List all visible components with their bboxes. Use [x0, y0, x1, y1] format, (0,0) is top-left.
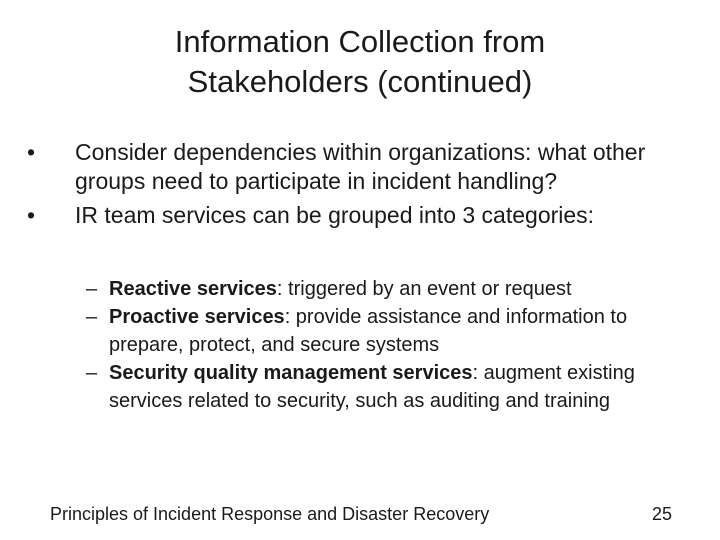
bullet-marker: •: [27, 139, 36, 165]
bullet-item-categories: [24, 201, 684, 230]
slide-title-line-1: Information Collection from: [174, 24, 546, 59]
sub-bullet-security-quality: [86, 359, 686, 415]
footer-page-number: 25: [651, 504, 672, 524]
slide-title: [60, 22, 660, 102]
sub-bullet-marker: –: [86, 306, 98, 328]
sub-bullet-term: Security quality management services: [109, 362, 473, 384]
sub-bullet-marker: –: [86, 278, 98, 300]
sub-bullet-term: Reactive services: [109, 278, 277, 300]
sub-bullet-list: [86, 275, 686, 415]
sub-bullet-term: Proactive services: [109, 306, 285, 328]
slide-title-line-2: Stakeholders (continued): [187, 64, 533, 99]
sub-bullet-text: : triggered by an event or request: [276, 278, 572, 300]
bullet-text: Consider dependencies within organizations: what other groups need to participate in incident handling?: [75, 139, 646, 194]
bullet-text: IR team services can be grouped into 3 categories:: [75, 202, 595, 228]
footer-course-title: Principles of Incident Response and Disaster Recovery: [50, 504, 490, 524]
sub-bullet-reactive: [86, 275, 686, 303]
bullet-list: [24, 138, 684, 235]
sub-bullet-marker: –: [86, 362, 98, 384]
bullet-item-dependencies: [24, 138, 684, 196]
sub-bullet-text: : augment existing services related to security, such as auditing and training: [109, 362, 635, 412]
sub-bullet-text: : provide assistance and information to prepare, protect, and secure systems: [109, 306, 628, 356]
bullet-marker: •: [27, 202, 36, 228]
sub-bullet-proactive: [86, 303, 686, 359]
